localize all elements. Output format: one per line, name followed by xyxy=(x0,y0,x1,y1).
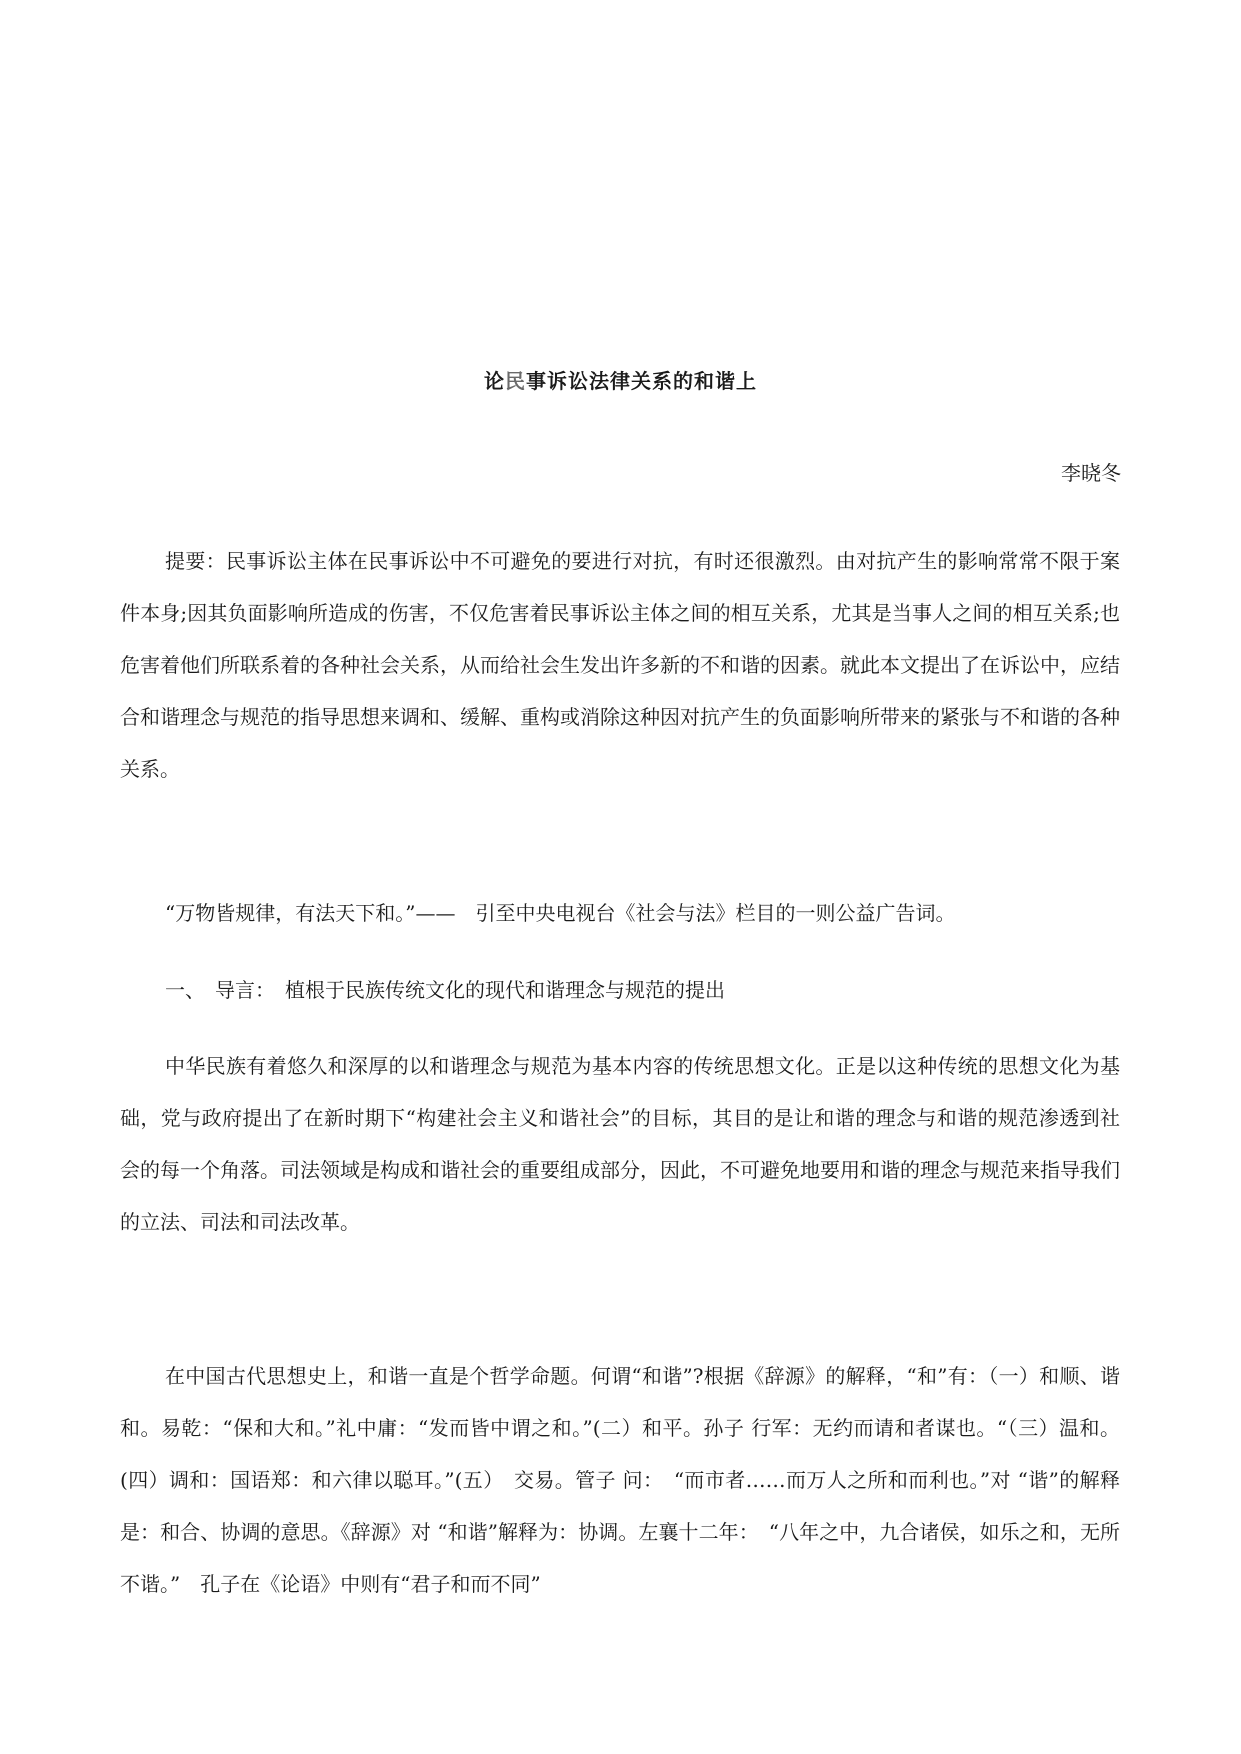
abstract-paragraph: 提要：民事诉讼主体在民事诉讼中不可避免的要进行对抗，有时还很激烈。由对抗产生的影响常常不限于案件本身;因其负面影响所造成的伤害，不仅危害着民事诉讼主体之间的相互关系，尤其是当事人之间的相互关系;也危害着他们所联系着的各种社会关系，从而给社会生发出许多新的不和谐的因素。就此本文提出了在诉讼中，应结合和谐理念与规范的指导思想来调和、缓解、重构或消除这种因对抗产生的负面影响所带来的紧张与不和谐的各种关系。 xyxy=(120,549,1120,781)
title-part-2: 民 xyxy=(505,369,526,393)
title-part-1: 论 xyxy=(484,369,505,393)
epigraph-quote: “万物皆规律，有法天下和。”—— 引至中央电视台《社会与法》栏目的一则公益广告词。 xyxy=(165,901,956,925)
document-title xyxy=(0,365,1241,394)
title-part-3: 事诉讼法律关系的和谐上 xyxy=(526,369,757,393)
author-name: 李晓冬 xyxy=(1061,461,1121,485)
section-heading: 一、 导言： 植根于民族传统文化的现代和谐理念与规范的提出 xyxy=(165,978,725,1002)
body-paragraph-2: 在中国古代思想史上，和谐一直是个哲学命题。何谓“和谐”?根据《辞源》的解释，“和”有：（一）和顺、谐和。易乾：“保和大和。”礼中庸：“发而皆中谓之和。”(二）和平。孙子 行军：无约而请和者谋也。“（三）温和。(四）调和：国语郑：和六律以聪耳。”(五） 交易。管子 问： “而市者……而万人之所和而利也。”对 “谐”的解释是：和合、协调的意思。《辞源》对 “和谐”解释为：协调。左襄十二年： “八年之中，九合诸侯，如乐之和，无所不谐。” 孔子在《论语》中则有“君子和而不同” xyxy=(120,1364,1120,1596)
body-paragraph-1: 中华民族有着悠久和深厚的以和谐理念与规范为基本内容的传统思想文化。正是以这种传统的思想文化为基础，党与政府提出了在新时期下“构建社会主义和谐社会”的目标，其目的是让和谐的理念与和谐的规范渗透到社会的每一个角落。司法领域是构成和谐社会的重要组成部分，因此，不可避免地要用和谐的理念与规范来指导我们的立法、司法和司法改革。 xyxy=(120,1054,1120,1234)
